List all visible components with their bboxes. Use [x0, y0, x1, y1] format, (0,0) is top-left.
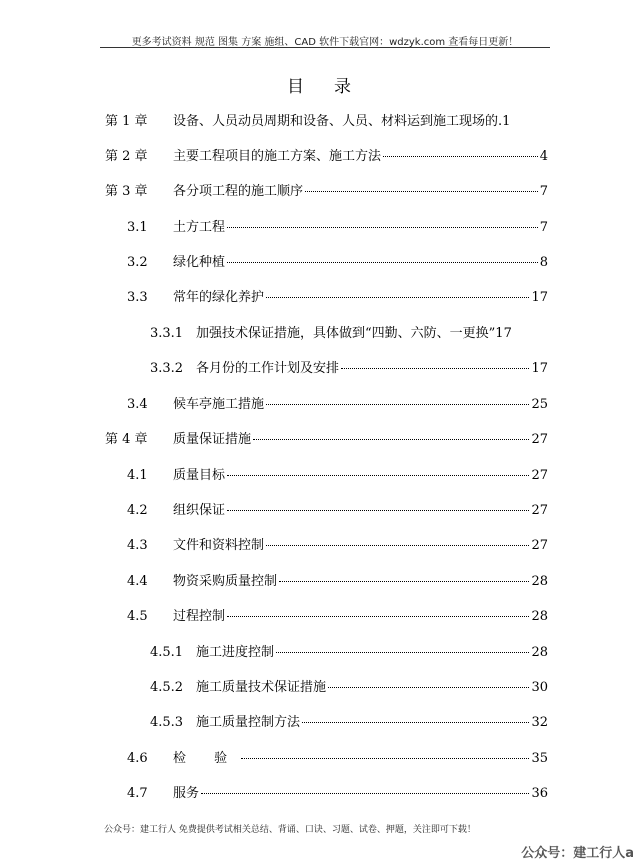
toc-number: 3.1	[127, 220, 148, 235]
toc-page: 4	[539, 149, 548, 164]
toc-page: 28	[531, 574, 548, 589]
toc-number: 3.2	[127, 255, 148, 270]
toc-entry-3-4[interactable]	[127, 393, 548, 411]
toc-page: 17	[531, 361, 548, 376]
toc-entry-chapter-3[interactable]	[105, 180, 548, 198]
toc-entry-4-4[interactable]	[127, 570, 548, 588]
page-title: 目录	[287, 77, 381, 97]
toc-entry-4-5-2[interactable]	[150, 676, 548, 694]
toc-entry-4-6[interactable]	[127, 747, 548, 765]
toc-label: 施工进度控制	[196, 645, 275, 660]
toc-page: 7	[539, 184, 548, 199]
toc-page: 28	[531, 645, 548, 660]
toc-number: 第 2 章	[105, 149, 148, 164]
toc-number: 4.5.1	[150, 645, 184, 660]
toc-label: 各分项工程的施工顺序	[173, 184, 304, 199]
toc-number: 3.3	[127, 290, 148, 305]
toc-page: 27	[531, 503, 548, 518]
toc-label: 加强技术保证措施，具体做到“四勤、六防、一更换”	[196, 326, 496, 341]
toc-number: 4.5.3	[150, 715, 184, 730]
toc-number: 第 4 章	[105, 432, 148, 447]
toc-leader	[266, 404, 529, 405]
toc-page: 17	[495, 326, 512, 341]
toc-number: 3.3.2	[150, 361, 184, 376]
toc-label: 设备、人员动员周期和设备、人员、材料运到施工现场的	[173, 114, 499, 129]
toc-entry-3-1[interactable]	[127, 216, 548, 234]
toc-number: 4.3	[127, 538, 148, 553]
toc-entry-chapter-4[interactable]	[105, 428, 548, 446]
toc-page: 36	[531, 786, 548, 801]
toc-leader	[253, 439, 529, 440]
toc-page: 28	[531, 609, 548, 624]
toc-leader	[227, 475, 529, 476]
toc-entry-chapter-2[interactable]	[105, 145, 548, 163]
toc-label: 主要工程项目的施工方案、施工方法	[173, 149, 382, 164]
toc-page: 32	[531, 715, 548, 730]
toc-leader	[201, 793, 529, 794]
toc-page: .1	[498, 114, 511, 129]
toc-number: 4.7	[127, 786, 148, 801]
toc-label: 绿化种植	[173, 255, 226, 270]
toc-number: 3.4	[127, 397, 148, 412]
toc-leader	[266, 297, 529, 298]
toc-number: 第 3 章	[105, 184, 148, 199]
toc-page: 8	[539, 255, 548, 270]
toc-leader	[227, 227, 538, 228]
watermark: 公众号：建工行人a	[521, 846, 634, 861]
toc-entry-4-5-1[interactable]	[150, 641, 548, 659]
toc-leader	[241, 758, 529, 759]
toc-leader	[266, 545, 529, 546]
toc-label: 候车亭施工措施	[173, 397, 265, 412]
toc-leader	[383, 156, 538, 157]
toc-label: 过程控制	[173, 609, 226, 624]
toc-label: 土方工程	[173, 220, 226, 235]
toc-number: 4.1	[127, 468, 148, 483]
toc-entry-4-2[interactable]	[127, 499, 548, 517]
page-header: 更多考试资料 规范 图集 方案 施组、CAD 软件下载官网：wdzyk.com 查看每日更新！	[131, 37, 519, 48]
toc-label: 施工质量技术保证措施	[196, 680, 327, 695]
toc-entry-3-2[interactable]	[127, 251, 548, 269]
toc-entry-4-5[interactable]	[127, 605, 548, 623]
toc-entry-4-5-3[interactable]	[150, 711, 548, 729]
toc-label: 组织保证	[173, 503, 226, 518]
toc-number: 4.4	[127, 574, 148, 589]
toc-number: 3.3.1	[150, 326, 184, 341]
toc-leader	[276, 652, 529, 653]
toc-page: 27	[531, 538, 548, 553]
toc-leader	[305, 191, 538, 192]
toc-leader	[227, 510, 529, 511]
toc-label: 文件和资料控制	[173, 538, 265, 553]
toc-page: 17	[531, 290, 548, 305]
toc-leader	[227, 262, 538, 263]
toc-label: 常年的绿化养护	[173, 290, 265, 305]
toc-label: 各月份的工作计划及安排	[196, 361, 340, 376]
toc-label: 施工质量控制方法	[196, 715, 301, 730]
toc-page: 27	[531, 468, 548, 483]
toc-entry-4-1[interactable]	[127, 464, 548, 482]
toc-page: 27	[531, 432, 548, 447]
toc-entry-3-3-1[interactable]	[150, 322, 548, 340]
toc-leader	[279, 581, 529, 582]
toc-number: 4.6	[127, 751, 148, 766]
toc-entry-chapter-1[interactable]	[105, 110, 548, 128]
toc-number: 4.2	[127, 503, 148, 518]
toc-leader	[341, 368, 529, 369]
toc-leader	[328, 687, 529, 688]
toc-leader	[227, 616, 529, 617]
toc-number: 第 1 章	[105, 114, 148, 129]
toc-page: 30	[531, 680, 548, 695]
toc-label: 检 验	[173, 751, 240, 766]
toc-label: 服务	[173, 786, 200, 801]
header-divider	[100, 47, 550, 48]
toc-page: 35	[531, 751, 548, 766]
toc-label: 质量目标	[173, 468, 226, 483]
toc-number: 4.5	[127, 609, 148, 624]
toc-entry-3-3[interactable]	[127, 286, 548, 304]
toc-label: 物资采购质量控制	[173, 574, 278, 589]
toc-label: 质量保证措施	[173, 432, 252, 447]
toc-page: 25	[531, 397, 548, 412]
toc-page: 7	[539, 220, 548, 235]
toc-entry-4-3[interactable]	[127, 534, 548, 552]
toc-entry-4-7[interactable]	[127, 782, 548, 800]
toc-leader	[302, 722, 529, 723]
toc-entry-3-3-2[interactable]	[150, 357, 548, 375]
page-footer: 公众号：建工行人 免费提供考试相关总结、背诵、口诀、习题、试卷、押题，关注即可下载！	[104, 825, 476, 835]
toc-number: 4.5.2	[150, 680, 184, 695]
